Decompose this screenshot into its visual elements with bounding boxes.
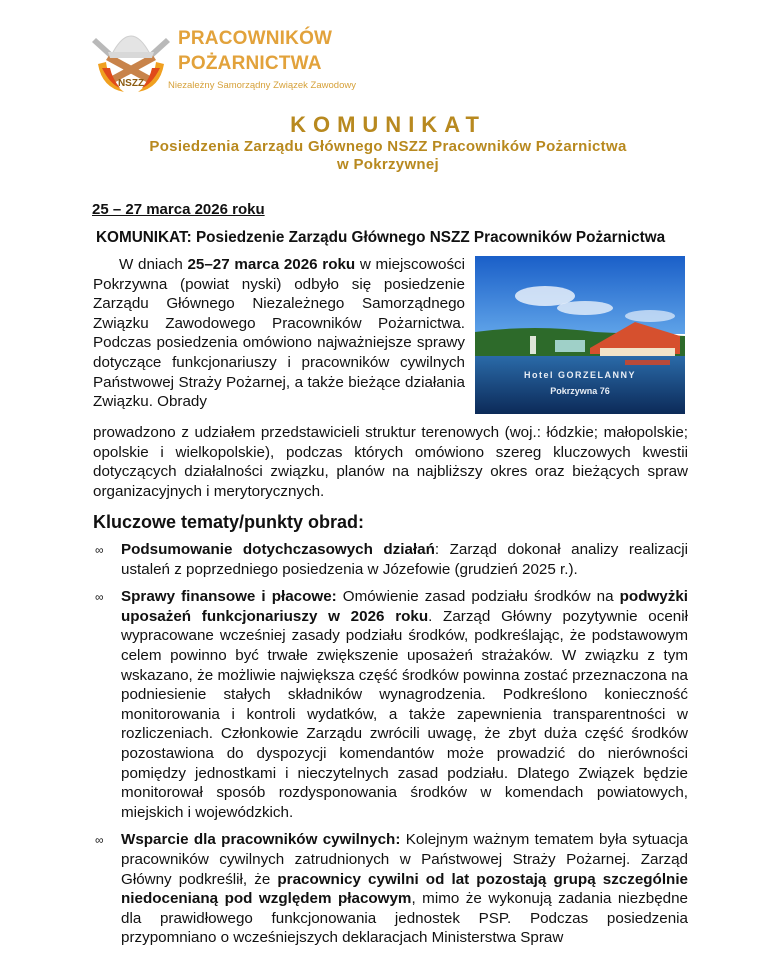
key-topics-list <box>93 540 688 956</box>
meeting-date: 25 – 27 marca 2026 roku <box>92 201 265 218</box>
heading-sub-line2: w Pokrzywnej <box>337 156 439 173</box>
heading-main: KOMUNIKAT <box>290 112 486 137</box>
list-item: ∞ Sprawy finansowe i płacowe: Omówienie zasad podziału środków na podwyżki uposażeń funkcjonariuszy w 2026 roku. Zarząd Główny pozytywnie ocenił wypracowane wcześniej zasady podziału środków, podkreślając, że podstawowym celem powinno być trwałe zwiększenie uposażeń strażaków. W związku z tym wskazano, że możliwie największa część środków powinna zostać przeznaczona na podniesienie stałych składników wynagrodzenia. Podkreślono konieczność monitorowania i kontroli wydatków, a także zapewnienia transparentności w rozliczeniach. Członkowie Zarządu zwrócili uwagę, że zbyt duża część środków pozostawiona do dyspozycji komendantów może prowadzić do nierówności pomiędzy jednostkami i nieczytelnych zasad podziału. Dlatego Związek będzie monitorował sposób rozdysponowania środków w komendach powiatowych, miejskich i wojewódzkich. <box>95 588 688 821</box>
svg-text:NSZZ: NSZZ <box>117 78 145 89</box>
intro-paragraph-continued: prowadzono z udziałem przedstawicieli struktur terenowych (woj.: łódzkie; małopolskie; opolskie i wielkopolskie), podczas których omówiono szereg kluczowych kwestii dotyczących działalności związku, planów na najbliższy okres oraz bieżących spraw organizacyjnych i merytorycznych. <box>93 424 688 500</box>
union-logo <box>88 18 356 100</box>
intro-paragraph: W dniach 25–27 marca 2026 roku w miejscowości Pokrzywna (powiat nyski) odbyło się posiedzenie Zarządu Głównego Niezależnego Samorządnego Związku Zawodowego Pracowników Pożarnictwa. Podczas posiedzenia omówiono najważniejsze sprawy dotyczące funkcjonariuszy i pracowników cywilnych Państwowej Straży Pożarnej, a także bieżące działania Związku. Obrady <box>93 256 466 411</box>
photo-caption-hotel: Hotel GORZELANNY <box>523 370 636 380</box>
komunikat-title: KOMUNIKAT: Posiedzenie Zarządu Głównego NSZZ Pracowników Pożarnictwa <box>96 229 666 246</box>
infinity-bullet-icon: ∞ <box>95 590 104 605</box>
list-item: ∞ Wsparcie dla pracowników cywilnych: Kolejnym ważnym tematem była sytuacja pracowników cywilnych zatrudnionych w Państwowej Straży Pożarnej. Zarząd Główny podkreślił, że pracownicy cywilni od lat pozostają grupą szczególnie niedocenianą pod względem płacowym, mimo że wykonują zadania niezbędne dla prawidłowego funkcjonowania jednostek PSP. Podczas posiedzenia przypomniano o wcześniejszych deklaracjach Ministerstwa Spraw <box>95 831 688 947</box>
section-heading-key-topics: Kluczowe tematy/punkty obrad: <box>93 512 365 532</box>
logo-subtitle: Niezależny Samorządny Związek Zawodowy <box>168 80 356 91</box>
heading-sub-line1: Posiedzenia Zarządu Głównego NSZZ Pracowników Pożarnictwa <box>149 138 627 155</box>
fire-helmet-emblem-icon <box>88 18 174 100</box>
hotel-photo <box>475 256 685 414</box>
logo-title: PRACOWNIKÓW POŻARNICTWA <box>178 28 333 74</box>
document-heading <box>0 112 776 174</box>
list-item: ∞ Podsumowanie dotychczasowych działań: Zarząd dokonał analizy realizacji ustaleń z poprzedniego posiedzenia w Józefowie (grudzień 2025 r.). <box>95 541 688 578</box>
infinity-bullet-icon: ∞ <box>95 543 104 557</box>
infinity-bullet-icon: ∞ <box>95 833 104 848</box>
photo-caption-address: Pokrzywna 76 <box>550 386 610 396</box>
